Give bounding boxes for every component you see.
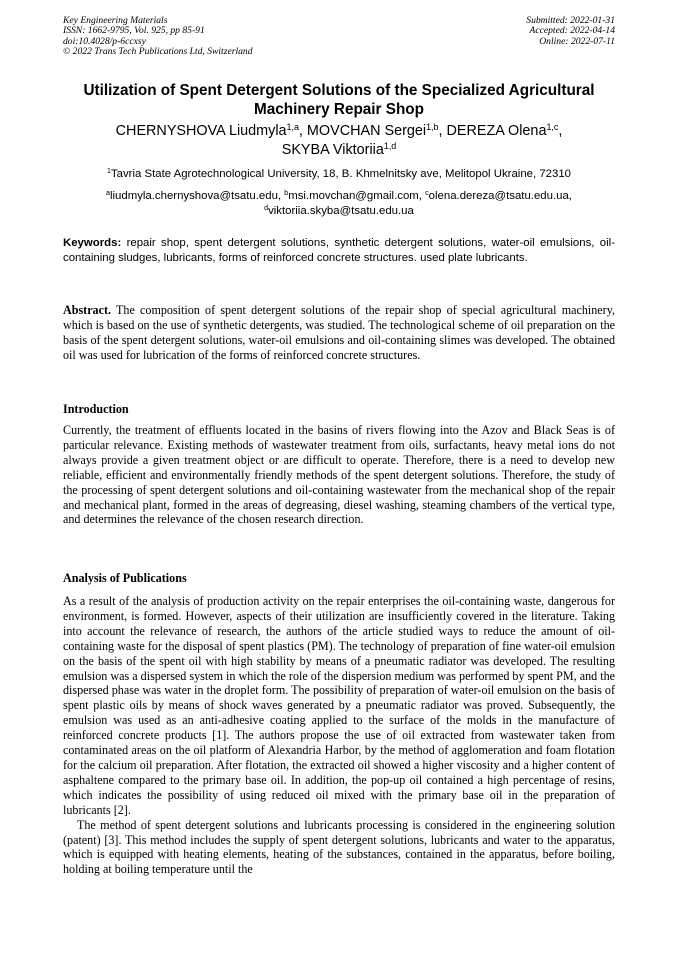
author-4: SKYBA Viktoriia$^{1,d}$ <box>281 140 397 158</box>
introduction-paragraph: Currently, the treatment of effluents located in the basins of rivers flowing into the Azov and Black Seas is of particular relevance. Existing methods of wastewater treatment from oils, surfactants, heavy metal ions do not always provide a given treatment object or are difficult to operate. Therefore, there is a need to develop new reliable, efficient and environmentally friendly methods of the spent detergent solutions. Therefore, the study of the processing of spent detergent solutions and oil-containing wastewater from the mechanical shop of the repair and mechanical plant, formed in the areas of degreasing, diesel washing, steaming chambers of the vertical type, and determines the relevance of the chosen research direction. <box>63 423 615 527</box>
paper-title: Utilization of Spent Detergent Solutions of the Specialized Agricultural Machinery Repair Shop <box>83 82 595 118</box>
abstract-text: The composition of spent detergent solutions of the repair shop of special agricultural machinery, which is based on the use of synthetic detergents, was studied. The technological scheme of oil preparation on the basis of the spent detergent solutions, water-oil emulsions and oil-containing slimes was developed. The obtained oil was used for lubrication of the forms of reinforced concrete structures. <box>63 303 615 362</box>
author-emails: $^a$liudmyla.chernyshova@tsatu.edu, $^b$msi.movchan@gmail.com, $^c$olena.dereza@tsatu.edu.ua, $^d$viktoriia.skyba@tsatu.edu.ua <box>106 190 572 217</box>
journal-doi: doi:10.4028/p-6ccxsy <box>63 35 146 47</box>
email-c[interactable]: $^c$olena.dereza@tsatu.edu.ua <box>425 190 569 202</box>
journal-info <box>63 16 253 58</box>
email-d[interactable]: $^d$viktoriia.skyba@tsatu.edu.ua <box>264 204 414 217</box>
publications-heading: Analysis of Publications <box>63 571 187 585</box>
email-b[interactable]: $^b$msi.movchan@gmail.com <box>284 190 419 202</box>
keywords-text: repair shop, spent detergent solutions, synthetic detergent solutions, water-oil emulsions, oil-containing sludges, lubricants, forms of reinforced concrete structures. used plate lubricants. <box>63 237 615 264</box>
publications-paragraph-1: As a result of the analysis of production activity on the repair enterprises the oil-containing waste, dangerous for environment, is formed. However, aspects of their utilization are insufficiently covered in the literature. Taking into account the relevance of research, the authors of the article studied ways to reduce the amount of oil-containing waste for the disposal of spent plastics (PM). The technology of preparation of fine water-oil emulsion on the basis of the spent oil with high stability by means of a pneumatic radiator was developed. The resulting emulsion was a dispersed system in which the role of the dispersion medium was performed by spent PM, and the dispersed phase was water in the droplet form. The possibility of preparation of water-oil emulsion on the basis of spent plastic oils by means of shock waves generated by a pneumatic radiator was proved. Subsequently, the emulsion was used as an anti-adhesive coating applied to the surface of the molds in the manufacture of reinforced concrete products [1]. The authors propose the use of oil extracted from wastewater taken from contaminated areas on the oil platform of Alexandria Harbor, by the method of agglomeration and foam flotation for the calcium oil preparation. After flotation, the extracted oil showed a higher viscosity and a higher content of asphaltene compared to the primary base oil. In addition, the pop-up oil contained a high percentage of resins, which indicates the possibility of using reduced oil mixed with the primary base oil in the preparation of lubricants [2]. <box>63 594 615 817</box>
submission-dates <box>526 16 615 47</box>
journal-copyright: © 2022 Trans Tech Publications Ltd, Switzerland <box>63 46 253 58</box>
author-1: CHERNYSHOVA Liudmyla$^{1,a}$, <box>115 122 307 139</box>
abstract <box>63 303 615 363</box>
author-2: MOVCHAN Sergei$^{1,b}$, <box>306 122 447 139</box>
publications-section <box>63 594 615 877</box>
publications-paragraph-2: The method of spent detergent solutions and lubricants processing is considered in the engineering solution (patent) [3]. This method includes the supply of spent detergent solutions, lubricants and water to the apparatus, which is equipped with heating elements, heating of the substances, contained in the apparatus, before boiling, holding at boiling temperature until the <box>63 817 615 877</box>
email-a[interactable]: $^a$liudmyla.chernyshova@tsatu.edu <box>106 190 278 202</box>
introduction-heading: Introduction <box>63 402 129 416</box>
accepted-date: Accepted: 2022-04-14 <box>529 25 615 37</box>
keywords <box>63 236 615 265</box>
journal-issn: ISSN: 1662-9795, Vol. 925, pp 85-91 <box>63 25 205 37</box>
abstract-label: Abstract. <box>63 303 112 317</box>
affiliation: $^1$Tavria State Agrotechnological University, 18, B. Khmelnitsky ave, Melitopol Ukraine, 72310 <box>107 168 571 180</box>
author-3: DEREZA Olena$^{1,c}$, <box>446 122 563 139</box>
online-date: Online: 2022-07-11 <box>539 35 615 47</box>
keywords-label: Keywords: <box>63 237 122 249</box>
submitted-date: Submitted: 2022-01-31 <box>526 15 615 26</box>
author-list <box>63 122 615 159</box>
journal-name: Key Engineering Materials <box>63 15 168 26</box>
introduction-section <box>63 423 615 527</box>
